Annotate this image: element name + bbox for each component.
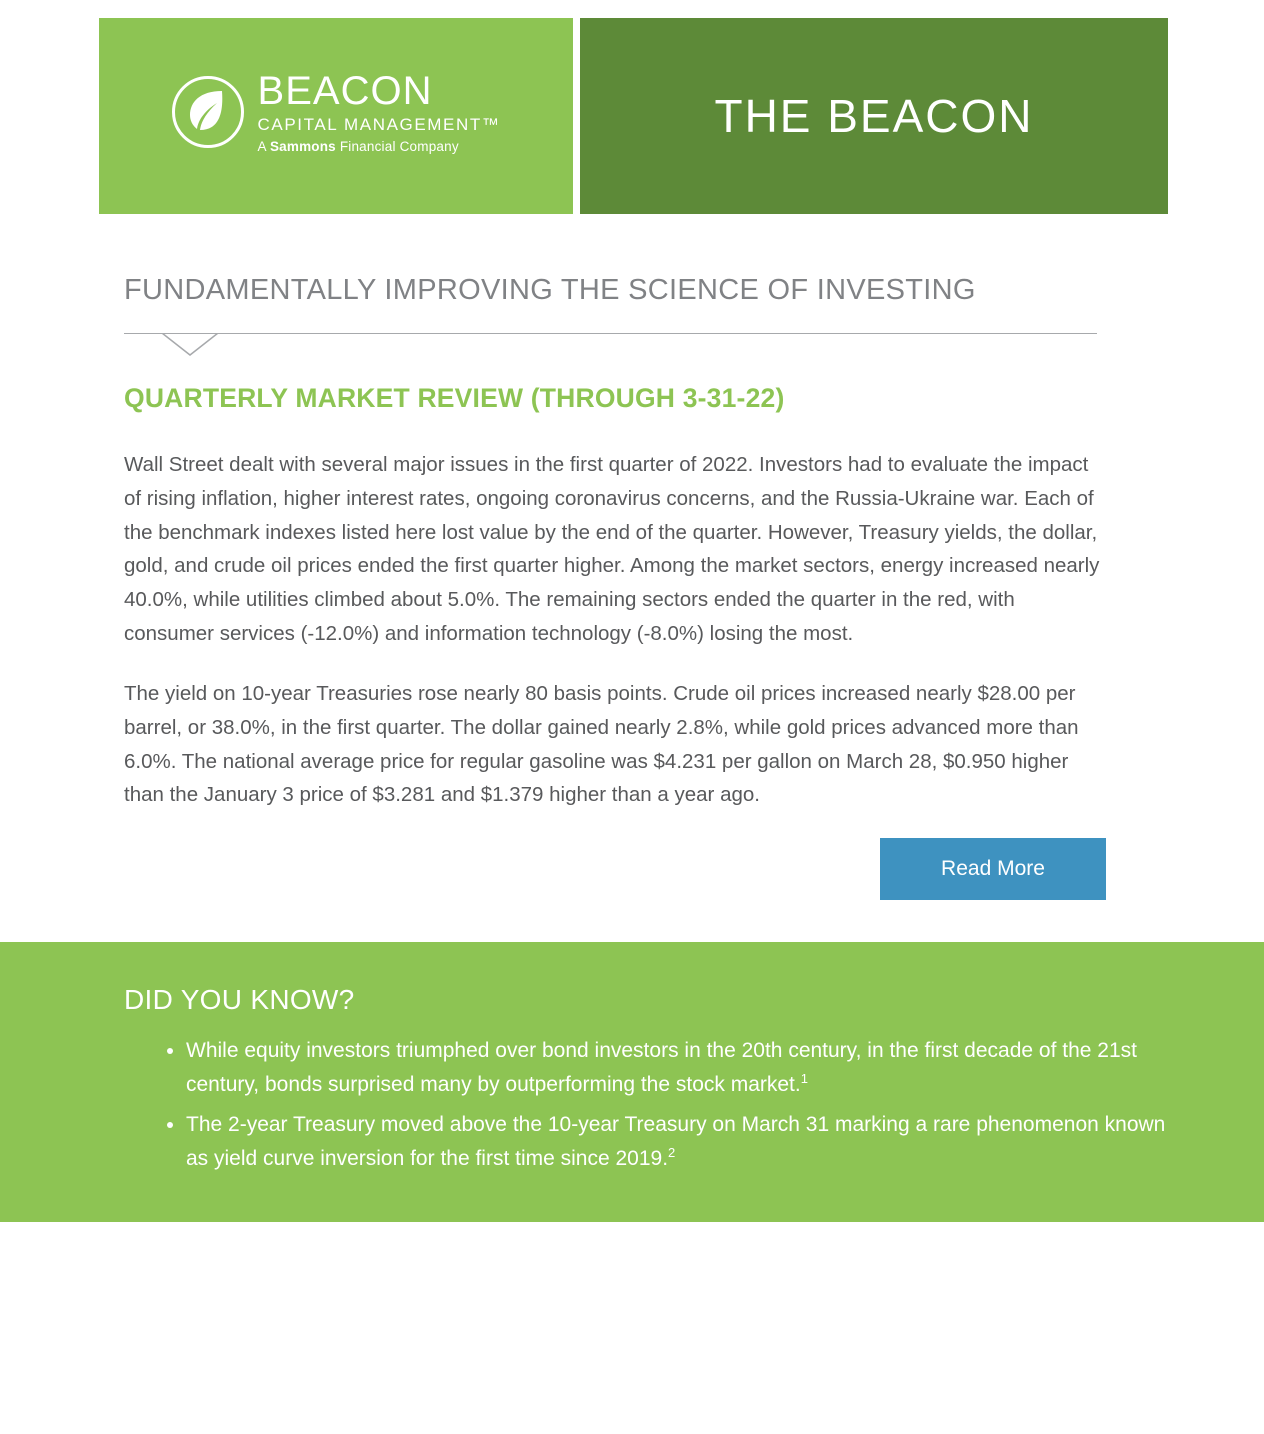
logo-wordmark [257,68,501,154]
tagline: FUNDAMENTALLY IMPROVING THE SCIENCE OF INVESTING [124,274,976,306]
logo-company-line [258,140,501,154]
logo-panel [99,18,573,214]
divider [124,333,1168,359]
article-paragraph-1: Wall Street dealt with several major issues in the first quarter of 2022. Investors had to evaluate the impact of rising inflation, higher interest rates, ongoing coronavirus concerns, and the Russia-Ukraine war. Each of the benchmark indexes listed here lost value by the end of the quarter. However, Treasury yields, the dollar, gold, and crude oil prices ended the first quarter higher. Among the market sectors, energy increased nearly 40.0%, while utilities climbed about 5.0%. The remaining sectors ended the quarter in the red, with consumer services (-12.0%) and information technology (-8.0%) losing the most. [124,453,1100,646]
chevron-down-icon [162,333,218,357]
logo-name: BEACON [257,68,433,113]
did-you-know-list [124,1034,1168,1176]
footnote-marker: 2 [668,1145,676,1161]
did-you-know-heading: DID YOU KNOW? [124,984,355,1016]
divider-line [124,333,1097,334]
logo-company-prefix: A [257,138,270,154]
banner-title: THE BEACON [714,90,1034,142]
read-more-row [124,838,1106,900]
logo-subtitle: CAPITAL MANAGEMENT™ [257,114,501,134]
list-item-text: While equity investors triumphed over bond investors in the 20th century, in the first decade of the 21st century, bonds surprised many by outperforming the stock market. [186,1039,1137,1097]
logo-company-bold: Sammons [269,138,336,154]
list-item [186,1034,1168,1102]
list-item [186,1108,1168,1176]
did-you-know-section [0,942,1264,1222]
banner-title-panel [580,18,1168,214]
logo-company-suffix: Financial Company [335,138,459,154]
list-item-text: The 2-year Treasury moved above the 10-year Treasury on March 31 marking a rare phenomenon known as yield curve inversion for the first time since 2019. [186,1113,1166,1171]
article-body [124,448,1104,812]
section-title: QUARTERLY MARKET REVIEW (THROUGH 3-31-22) [124,383,785,413]
header-banner [99,18,1168,214]
read-more-button[interactable]: Read More [880,838,1106,900]
leaf-circle-icon [172,76,244,148]
beacon-logo [172,68,501,154]
leaf-icon [186,89,226,131]
footnote-marker: 1 [800,1071,808,1087]
article-paragraph-2: The yield on 10-year Treasuries rose nearly 80 basis points. Crude oil prices increased nearly $28.00 per barrel, or 38.0%, in the first quarter. The dollar gained nearly 2.8%, while gold prices advanced more than 6.0%. The national average price for regular gasoline was $4.231 per gallon on March 28, $0.950 higher than the January 3 price of $3.281 and $1.379 higher than a year ago. [124,681,1079,807]
